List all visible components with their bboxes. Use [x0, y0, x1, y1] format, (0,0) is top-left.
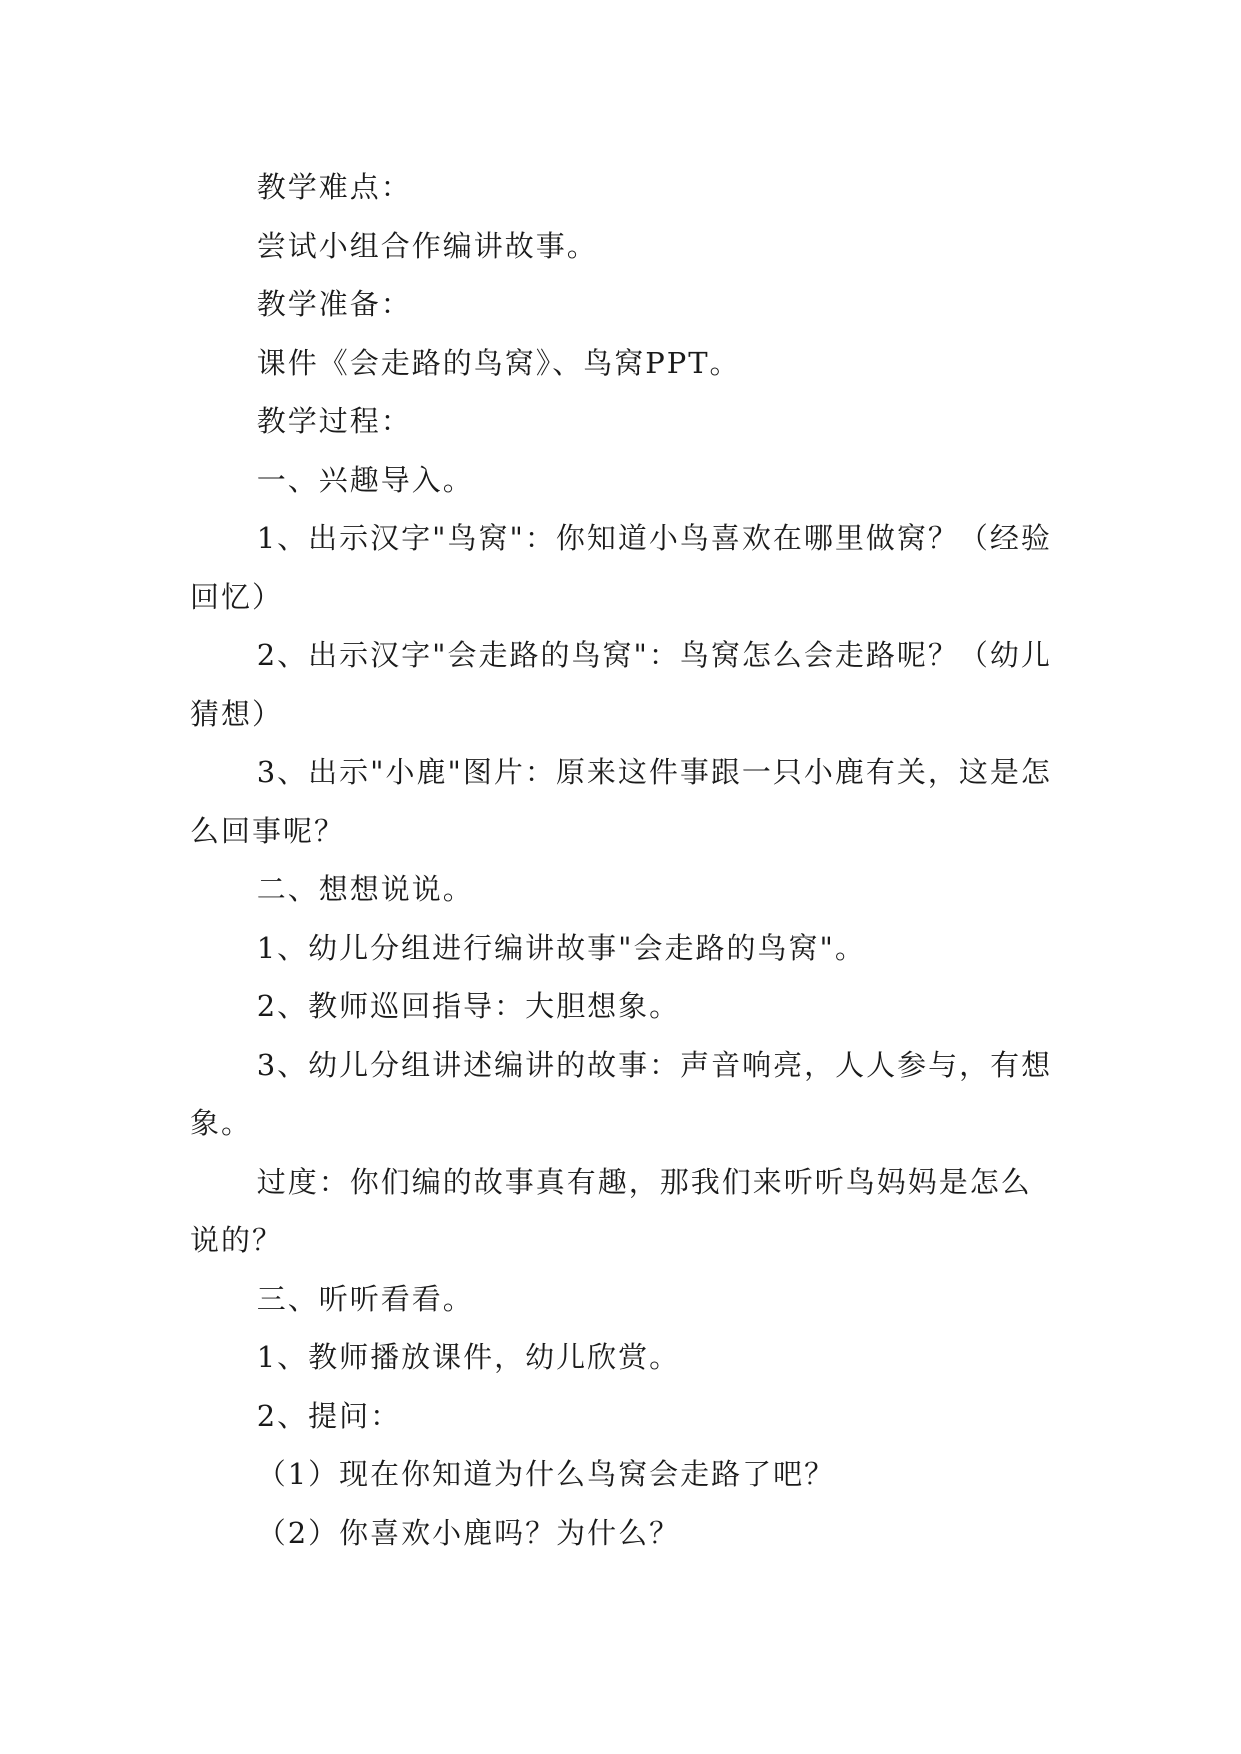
paragraph: 3、幼儿分组讲述编讲的故事：声音响亮，人人参与，有想象。: [190, 1047, 1053, 1140]
paragraph: 3、出示"小鹿"图片：原来这件事跟一只小鹿有关，这是怎么回事呢？: [190, 755, 1052, 848]
document-body: [190, 158, 1055, 1562]
paragraph: 2、教师巡回指导：大胆想象。: [256, 989, 681, 1023]
paragraph: 1、幼儿分组进行编讲故事"会走路的鸟窝"。: [256, 930, 866, 965]
heading-teaching-process: 教学过程：: [256, 404, 412, 438]
heading-teaching-preparation: 教学准备：: [256, 287, 412, 321]
section-heading: 一、兴趣导入。: [256, 462, 474, 497]
heading-teaching-difficulty: 教学难点：: [256, 170, 412, 204]
question-item: （2）你喜欢小鹿吗？为什么？: [256, 1515, 681, 1550]
paragraph: 2、提问：: [256, 1398, 402, 1433]
section-heading: 三、听听看看。: [256, 1281, 474, 1316]
section-heading: 二、想想说说。: [256, 872, 474, 906]
question-item: （1）现在你知道为什么鸟窝会走路了吧？: [256, 1457, 836, 1491]
paragraph: 过度：你们编的故事真有趣，那我们来听听鸟妈妈是怎么说的？: [190, 1164, 1032, 1257]
paragraph: 尝试小组合作编讲故事。: [256, 228, 598, 263]
paragraph: 课件《会走路的鸟窝》、鸟窝PPT。: [256, 345, 741, 380]
paragraph: 2、出示汉字"会走路的鸟窝"：鸟窝怎么会走路呢？（幼儿猜想）: [190, 638, 1052, 731]
paragraph: 1、教师播放课件，幼儿欣赏。: [256, 1340, 681, 1374]
paragraph: 1、出示汉字"鸟窝"：你知道小鸟喜欢在哪里做窝？（经验回忆）: [190, 521, 1052, 614]
